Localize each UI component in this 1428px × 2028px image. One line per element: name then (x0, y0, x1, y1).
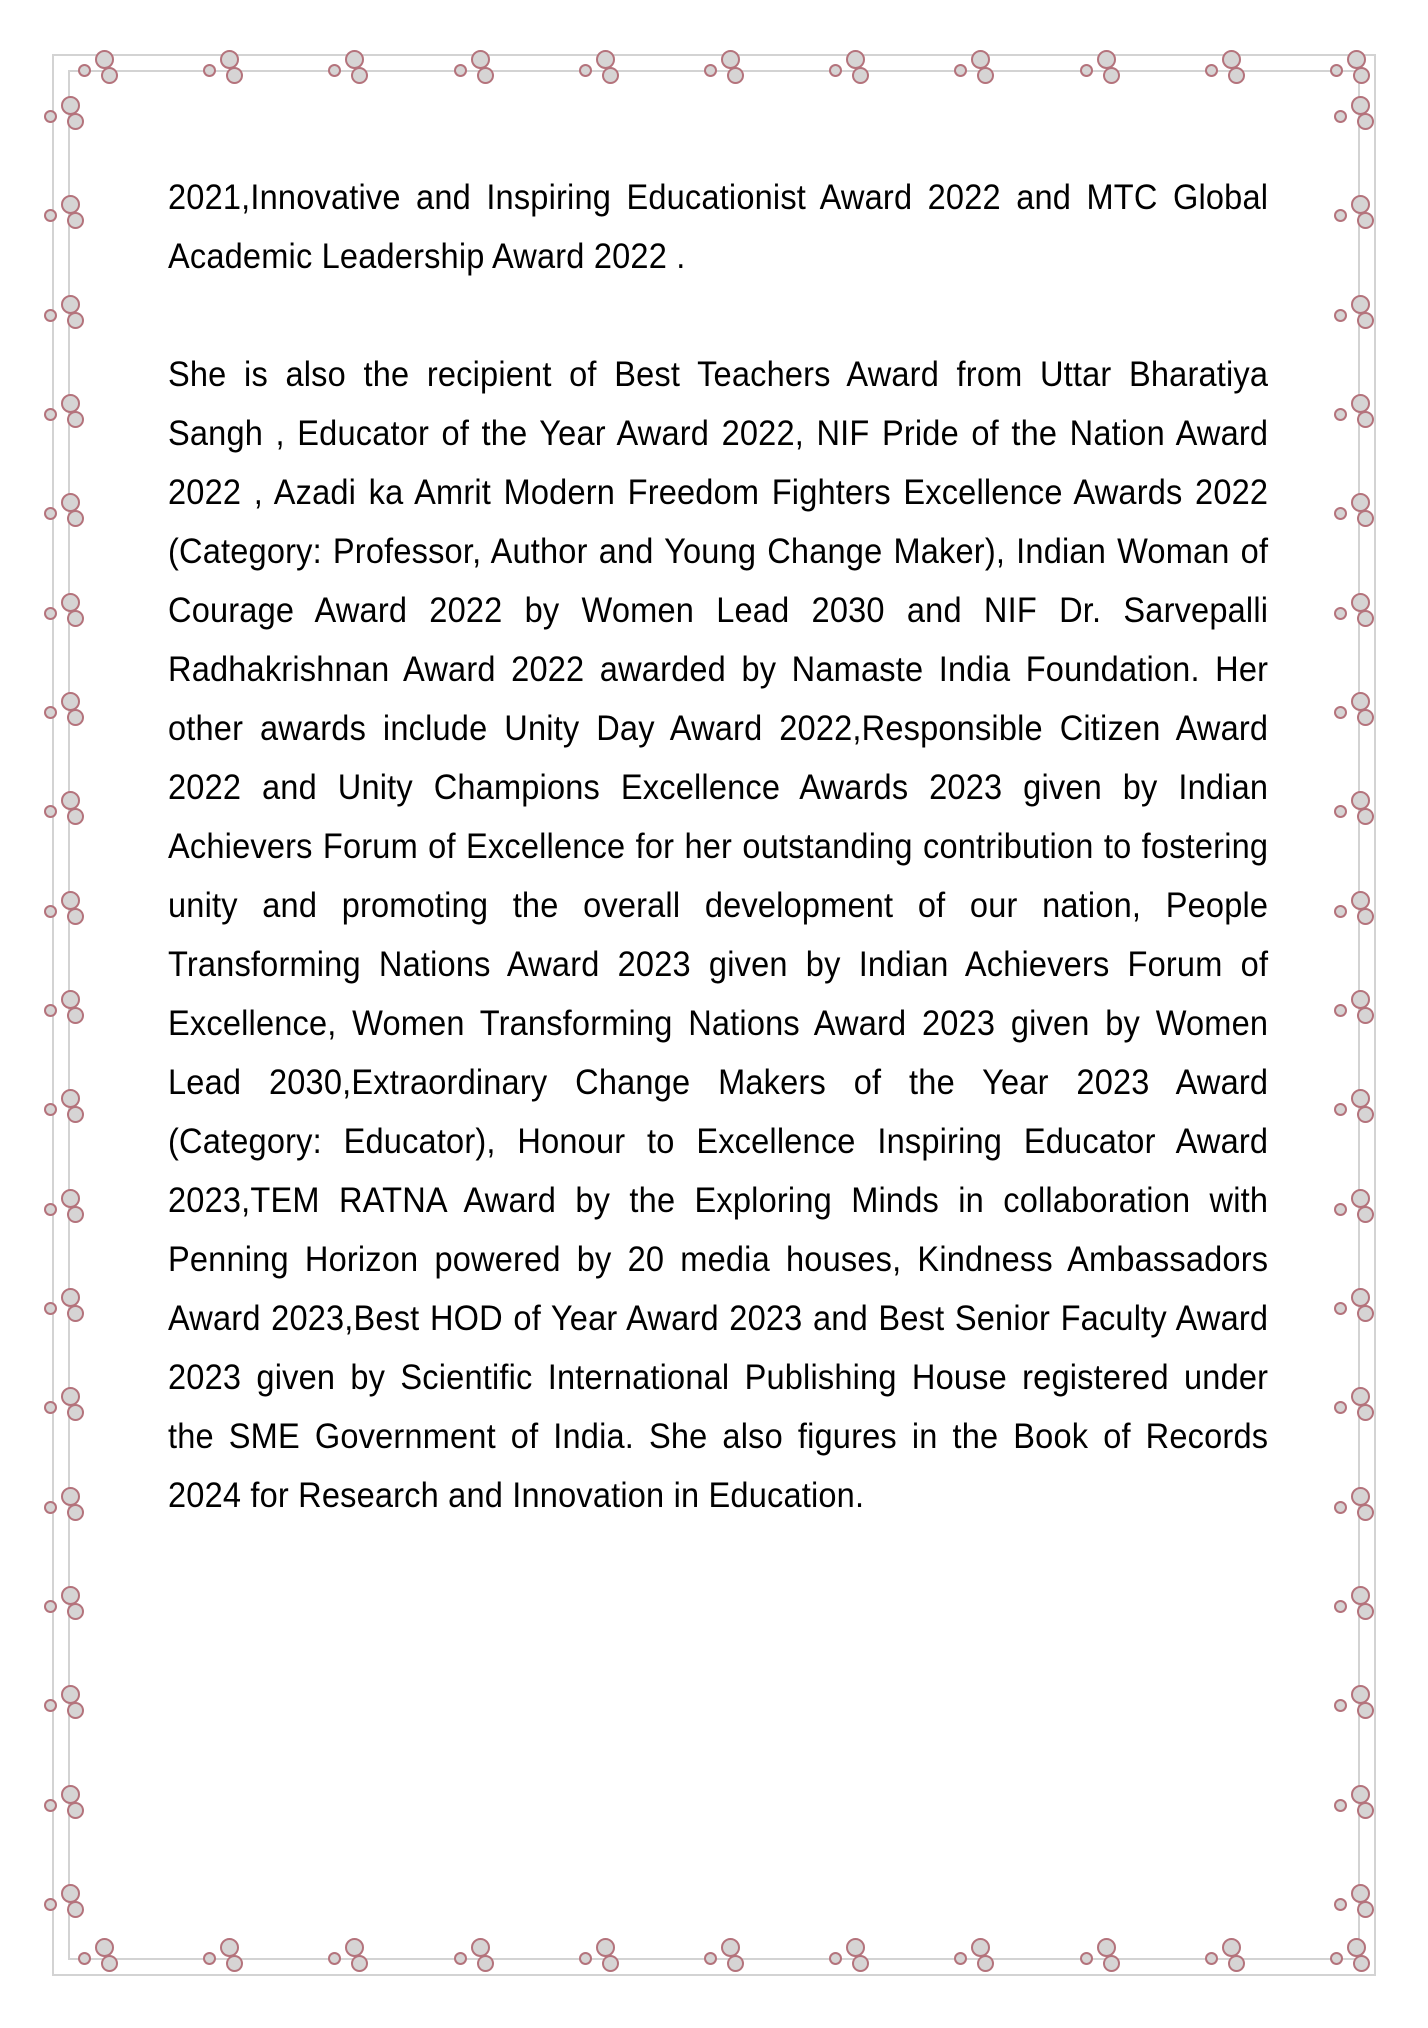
ornament-cluster-bottom-5 (704, 1938, 750, 1980)
ornament-cluster-right-1 (1334, 195, 1380, 237)
ornament-dot (1222, 50, 1241, 69)
ornament-dot (1357, 1106, 1374, 1123)
ornament-dot (1357, 1504, 1374, 1521)
ornament-dot (67, 1007, 84, 1024)
ornament-dot (579, 64, 592, 77)
ornament-dot (1351, 593, 1370, 612)
ornament-dot (67, 1901, 84, 1918)
ornament-cluster-top-10 (1330, 50, 1376, 92)
ornament-dot (1228, 1955, 1245, 1972)
ornament-cluster-right-17 (1334, 1785, 1380, 1827)
ornament-dot (61, 1089, 80, 1108)
ornament-dot (1334, 1600, 1347, 1613)
ornament-cluster-right-6 (1334, 692, 1380, 734)
ornament-cluster-top-4 (579, 50, 625, 92)
paragraph-1: 2021,Innovative and Inspiring Educationist Award 2022 and MTC Global Academic Leadership Award 2022 . (168, 178, 1269, 276)
ornament-cluster-left-16 (44, 1685, 90, 1727)
ornament-dot (1357, 808, 1374, 825)
ornament-cluster-right-5 (1334, 593, 1380, 635)
ornament-cluster-right-3 (1334, 394, 1380, 436)
ornament-dot (226, 67, 243, 84)
ornament-cluster-left-3 (44, 394, 90, 436)
ornament-dot (477, 67, 494, 84)
ornament-dot (727, 1955, 744, 1972)
ornament-dot (1351, 1685, 1370, 1704)
ornament-dot (328, 64, 341, 77)
ornament-cluster-right-14 (1334, 1487, 1380, 1529)
ornament-dot (1357, 212, 1374, 229)
ornament-dot (1334, 110, 1347, 123)
ornament-cluster-right-2 (1334, 295, 1380, 337)
ornament-cluster-right-16 (1334, 1685, 1380, 1727)
ornament-dot (1357, 1305, 1374, 1322)
ornament-dot (44, 110, 57, 123)
ornament-cluster-bottom-9 (1205, 1938, 1251, 1980)
ornament-dot (1357, 113, 1374, 130)
ornament-cluster-top-3 (454, 50, 500, 92)
ornament-dot (1334, 1699, 1347, 1712)
ornament-dot (1334, 1898, 1347, 1911)
ornament-dot (67, 1504, 84, 1521)
ornament-dot (78, 1952, 91, 1965)
ornament-dot (101, 67, 118, 84)
paragraph-2: She is also the recipient of Best Teachers Award from Uttar Bharatiya Sangh , Educator of the Year Award 2022, NIF Pride of the Nation Award 2022 , Azadi ka Amrit Modern Freedom Fighters Excellence Awards 2022 (Category: Professor, Author and Young Change Maker), Indian Woman of Courage Award 2022 by Women Lead 2030 and NIF Dr. Sarvepalli Radhakrishnan Award 2022 awarded by Namaste India Foundation. Her other awards include Unity Day Award 2022,Responsible Citizen Award 2022 and Unity Champions Excellence Awards 2023 given by Indian Achievers Forum of Excellence for her outstanding contribution to fostering unity and promoting the overall development of our nation, People Transforming Nations Award 2023 given by Indian Achievers Forum of Excellence, Women Transforming Nations Award 2023 given by Women Lead 2030,Extraordinary Change Makers of the Year 2023 Award (Category: Educator), Honour to Excellence Inspiring Educator Award 2023,TEM RATNA Award by the Exploring Minds in collaboration with Penning Horizon powered by 20 media houses, Kindness Ambassadors Award 2023,Best HOD of Year Award 2023 and Best Senior Faculty Award 2023 given by Scientific International Publishing House registered under the SME Government of India. She also figures in the Book of Records 2024 for Research and Innovation in Education. (168, 355, 1269, 1515)
ornament-dot (44, 1302, 57, 1315)
ornament-dot (1357, 1603, 1374, 1620)
ornament-dot (1353, 67, 1370, 84)
ornament-dot (61, 593, 80, 612)
ornament-cluster-right-18 (1334, 1884, 1380, 1926)
ornament-cluster-bottom-1 (203, 1938, 249, 1980)
ornament-dot (345, 50, 364, 69)
ornament-dot (67, 1802, 84, 1819)
ornament-dot (44, 1600, 57, 1613)
ornament-dot (1357, 1901, 1374, 1918)
ornament-dot (1080, 1952, 1093, 1965)
ornament-dot (1351, 1189, 1370, 1208)
ornament-dot (61, 1288, 80, 1307)
ornament-dot (1351, 692, 1370, 711)
ornament-dot (61, 1785, 80, 1804)
ornament-cluster-left-12 (44, 1288, 90, 1330)
ornament-cluster-right-0 (1334, 96, 1380, 138)
ornament-dot (61, 295, 80, 314)
ornament-dot (44, 309, 57, 322)
ornament-cluster-top-0 (78, 50, 124, 92)
ornament-cluster-left-17 (44, 1785, 90, 1827)
ornament-dot (44, 209, 57, 222)
ornament-dot (61, 692, 80, 711)
ornament-cluster-right-15 (1334, 1586, 1380, 1628)
ornament-dot (1351, 1487, 1370, 1506)
ornament-cluster-left-9 (44, 990, 90, 1032)
ornament-dot (61, 1189, 80, 1208)
ornament-dot (61, 1586, 80, 1605)
ornament-dot (1334, 1799, 1347, 1812)
ornament-dot (1351, 1288, 1370, 1307)
ornament-dot (471, 1938, 490, 1957)
ornament-dot (67, 411, 84, 428)
ornament-dot (1334, 706, 1347, 719)
ornament-cluster-right-4 (1334, 493, 1380, 535)
ornament-cluster-left-11 (44, 1189, 90, 1231)
ornament-dot (44, 1103, 57, 1116)
ornament-dot (61, 791, 80, 810)
ornament-dot (1222, 1938, 1241, 1957)
ornament-dot (220, 1938, 239, 1957)
ornament-dot (1357, 411, 1374, 428)
ornament-dot (1330, 64, 1343, 77)
ornament-dot (1205, 1952, 1218, 1965)
ornament-dot (1353, 1955, 1370, 1972)
ornament-dot (579, 1952, 592, 1965)
ornament-dot (727, 67, 744, 84)
ornament-dot (1334, 209, 1347, 222)
ornament-dot (44, 1401, 57, 1414)
ornament-dot (44, 1501, 57, 1514)
ornament-dot (1334, 1302, 1347, 1315)
ornament-dot (1097, 1938, 1116, 1957)
ornament-dot (1347, 50, 1366, 69)
ornament-dot (61, 195, 80, 214)
ornament-dot (471, 50, 490, 69)
ornament-dot (1334, 1203, 1347, 1216)
ornament-dot (1334, 408, 1347, 421)
ornament-dot (67, 1404, 84, 1421)
ornament-dot (67, 709, 84, 726)
ornament-cluster-right-9 (1334, 990, 1380, 1032)
ornament-dot (1357, 312, 1374, 329)
ornament-dot (67, 808, 84, 825)
ornament-cluster-right-8 (1334, 891, 1380, 933)
ornament-dot (602, 67, 619, 84)
ornament-dot (61, 96, 80, 115)
ornament-cluster-bottom-2 (328, 1938, 374, 1980)
ornament-dot (1357, 1404, 1374, 1421)
ornament-cluster-bottom-7 (954, 1938, 1000, 1980)
ornament-cluster-top-1 (203, 50, 249, 92)
ornament-dot (1347, 1938, 1366, 1957)
ornament-dot (596, 1938, 615, 1957)
ornament-dot (1351, 195, 1370, 214)
ornament-cluster-top-5 (704, 50, 750, 92)
ornament-dot (1334, 905, 1347, 918)
ornament-dot (1228, 67, 1245, 84)
ornament-dot (61, 1685, 80, 1704)
ornament-dot (971, 50, 990, 69)
ornament-dot (328, 1952, 341, 1965)
ornament-dot (67, 908, 84, 925)
ornament-dot (44, 1898, 57, 1911)
ornament-dot (1357, 510, 1374, 527)
ornament-dot (846, 1938, 865, 1957)
ornament-cluster-left-14 (44, 1487, 90, 1529)
ornament-dot (67, 1702, 84, 1719)
ornament-dot (829, 64, 842, 77)
ornament-dot (721, 1938, 740, 1957)
ornament-dot (67, 510, 84, 527)
ornament-cluster-left-10 (44, 1089, 90, 1131)
ornament-dot (721, 50, 740, 69)
ornament-dot (67, 1206, 84, 1223)
ornament-dot (596, 50, 615, 69)
ornament-dot (954, 1952, 967, 1965)
ornament-dot (61, 1884, 80, 1903)
ornament-dot (1334, 507, 1347, 520)
ornament-dot (1351, 1586, 1370, 1605)
ornament-cluster-bottom-10 (1330, 1938, 1376, 1980)
ornament-dot (1334, 1103, 1347, 1116)
document-body (168, 168, 1268, 1525)
ornament-dot (954, 64, 967, 77)
ornament-dot (829, 1952, 842, 1965)
ornament-cluster-right-13 (1334, 1387, 1380, 1429)
ornament-dot (61, 891, 80, 910)
ornament-dot (1357, 610, 1374, 627)
ornament-dot (602, 1955, 619, 1972)
ornament-dot (1334, 1401, 1347, 1414)
ornament-dot (1351, 891, 1370, 910)
ornament-cluster-bottom-4 (579, 1938, 625, 1980)
ornament-dot (1103, 1955, 1120, 1972)
ornament-cluster-left-0 (44, 96, 90, 138)
ornament-dot (1351, 1884, 1370, 1903)
ornament-dot (1351, 1089, 1370, 1108)
ornament-cluster-right-10 (1334, 1089, 1380, 1131)
ornament-cluster-right-11 (1334, 1189, 1380, 1231)
ornament-dot (1334, 309, 1347, 322)
ornament-dot (977, 1955, 994, 1972)
ornament-cluster-top-6 (829, 50, 875, 92)
ornament-dot (203, 64, 216, 77)
ornament-dot (1351, 1785, 1370, 1804)
ornament-cluster-left-18 (44, 1884, 90, 1926)
ornament-dot (67, 1106, 84, 1123)
ornament-dot (351, 67, 368, 84)
ornament-cluster-left-5 (44, 593, 90, 635)
ornament-dot (1351, 493, 1370, 512)
ornament-dot (1334, 805, 1347, 818)
ornament-dot (1357, 1802, 1374, 1819)
ornament-dot (67, 312, 84, 329)
ornament-cluster-left-1 (44, 195, 90, 237)
ornament-dot (67, 1603, 84, 1620)
ornament-dot (226, 1955, 243, 1972)
ornament-dot (1357, 709, 1374, 726)
ornament-dot (44, 805, 57, 818)
ornament-dot (1097, 50, 1116, 69)
ornament-dot (852, 67, 869, 84)
ornament-dot (44, 408, 57, 421)
ornament-dot (1205, 64, 1218, 77)
ornament-cluster-left-2 (44, 295, 90, 337)
ornament-dot (44, 1699, 57, 1712)
ornament-dot (220, 50, 239, 69)
ornament-dot (977, 67, 994, 84)
ornament-dot (1357, 908, 1374, 925)
ornament-dot (345, 1938, 364, 1957)
ornament-dot (44, 607, 57, 620)
ornament-dot (1080, 64, 1093, 77)
ornament-dot (44, 905, 57, 918)
ornament-dot (1351, 295, 1370, 314)
ornament-dot (44, 1203, 57, 1216)
ornament-dot (67, 610, 84, 627)
ornament-dot (1334, 1501, 1347, 1514)
ornament-cluster-left-15 (44, 1586, 90, 1628)
ornament-dot (67, 113, 84, 130)
ornament-dot (1103, 67, 1120, 84)
ornament-dot (95, 50, 114, 69)
ornament-cluster-left-13 (44, 1387, 90, 1429)
ornament-dot (704, 1952, 717, 1965)
ornament-dot (67, 212, 84, 229)
ornament-cluster-top-2 (328, 50, 374, 92)
ornament-dot (44, 1799, 57, 1812)
ornament-cluster-top-8 (1080, 50, 1126, 92)
ornament-dot (1357, 1702, 1374, 1719)
ornament-dot (351, 1955, 368, 1972)
ornament-dot (704, 64, 717, 77)
ornament-dot (61, 493, 80, 512)
ornament-cluster-left-4 (44, 493, 90, 535)
ornament-dot (1351, 96, 1370, 115)
ornament-dot (971, 1938, 990, 1957)
ornament-dot (846, 50, 865, 69)
ornament-dot (101, 1955, 118, 1972)
ornament-dot (1351, 791, 1370, 810)
ornament-dot (61, 394, 80, 413)
ornament-dot (454, 1952, 467, 1965)
ornament-cluster-bottom-8 (1080, 1938, 1126, 1980)
ornament-dot (78, 64, 91, 77)
ornament-cluster-left-8 (44, 891, 90, 933)
ornament-cluster-right-7 (1334, 791, 1380, 833)
ornament-dot (44, 706, 57, 719)
ornament-cluster-bottom-6 (829, 1938, 875, 1980)
ornament-cluster-top-7 (954, 50, 1000, 92)
ornament-dot (203, 1952, 216, 1965)
ornament-cluster-bottom-3 (454, 1938, 500, 1980)
ornament-dot (44, 1004, 57, 1017)
ornament-cluster-left-6 (44, 692, 90, 734)
ornament-cluster-top-9 (1205, 50, 1251, 92)
ornament-dot (1351, 394, 1370, 413)
ornament-cluster-left-7 (44, 791, 90, 833)
ornament-dot (454, 64, 467, 77)
ornament-dot (67, 1305, 84, 1322)
ornament-dot (1357, 1206, 1374, 1223)
ornament-dot (1334, 1004, 1347, 1017)
ornament-dot (95, 1938, 114, 1957)
ornament-dot (61, 1387, 80, 1406)
ornament-dot (1357, 1007, 1374, 1024)
ornament-dot (477, 1955, 494, 1972)
ornament-dot (61, 1487, 80, 1506)
ornament-cluster-right-12 (1334, 1288, 1380, 1330)
ornament-cluster-bottom-0 (78, 1938, 124, 1980)
ornament-dot (61, 990, 80, 1009)
ornament-dot (1334, 607, 1347, 620)
ornament-dot (852, 1955, 869, 1972)
ornament-dot (1351, 990, 1370, 1009)
ornament-dot (44, 507, 57, 520)
ornament-dot (1351, 1387, 1370, 1406)
ornament-dot (1330, 1952, 1343, 1965)
